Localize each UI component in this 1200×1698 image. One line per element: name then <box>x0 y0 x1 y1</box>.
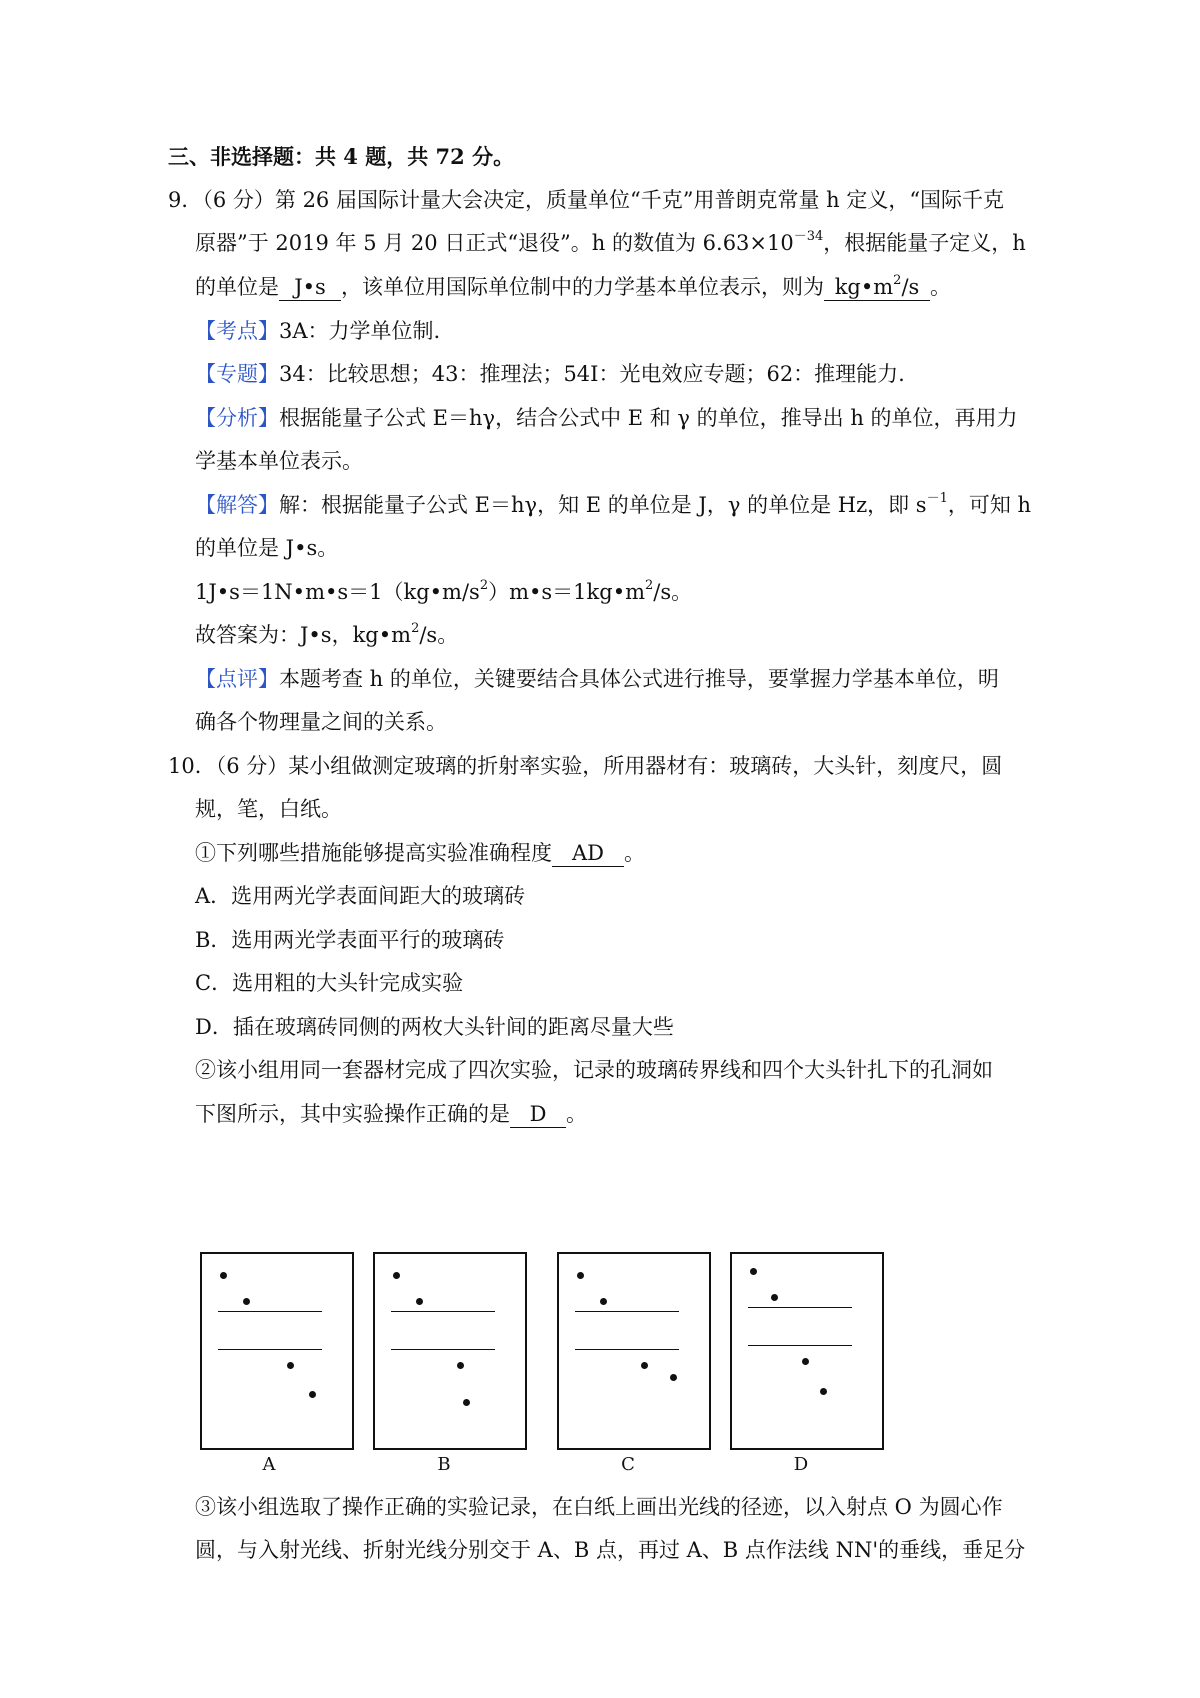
q9-answer <box>195 620 458 650</box>
figure-d-label: D <box>793 1454 809 1475</box>
option-a: A．选用两光学表面间距大的玻璃砖 <box>195 884 526 908</box>
jieda-tag: 【解答】 <box>195 493 279 517</box>
q10-part-3-line-1: ③该小组选取了操作正确的实验记录，在白纸上画出光线的径迹，以入射点 O 为圆心作 <box>195 1495 1003 1519</box>
glass-boundary-top <box>391 1311 495 1312</box>
pin-hole <box>243 1298 250 1305</box>
part-2-tail: 。 <box>566 1102 587 1126</box>
pin-hole <box>750 1268 757 1275</box>
fenxi-text-1: 根据能量子公式 E＝hγ，结合公式中 E 和 γ 的单位，推导出 h 的单位，再用力 <box>279 406 1018 430</box>
option-b: B．选用两光学表面平行的玻璃砖 <box>195 928 505 952</box>
kaodian-text: 3A：力学单位制. <box>279 319 441 343</box>
q9-line-1: 9．（6 分）第 26 届国际计量大会决定，质量单位“千克”用普朗克常量 h 定义，“国际千克 <box>168 188 1005 212</box>
dianping-tag: 【点评】 <box>195 667 279 691</box>
pin-hole <box>641 1362 648 1369</box>
answer-exp: 2 <box>411 621 420 636</box>
glass-boundary-top <box>218 1311 322 1312</box>
q10-line-2: 规，笔，白纸。 <box>195 797 342 821</box>
q10-line-1: 10．（6 分）某小组做测定玻璃的折射率实验，所用器材有：玻璃砖，大头针，刻度尺，圆 <box>168 754 1003 778</box>
option-d: D．插在玻璃砖同侧的两枚大头针间的距离尽量大些 <box>195 1015 674 1039</box>
part-2-text: 下图所示，其中实验操作正确的是 <box>195 1102 510 1126</box>
glass-boundary-top <box>748 1307 852 1308</box>
answer-part-b: /s。 <box>419 623 459 647</box>
part-1-tail: 。 <box>624 841 645 865</box>
part-2-answer-blank: D <box>510 1101 566 1128</box>
q9-blank-2-base: kg•m <box>834 275 894 299</box>
q10-part-2-line-2 <box>195 1099 587 1129</box>
q9-blank-2-tail: /s <box>901 275 920 299</box>
glass-boundary-bottom <box>218 1349 322 1350</box>
pin-hole <box>393 1272 400 1279</box>
equation-exp-1: 2 <box>479 578 489 593</box>
figure-a-panel <box>200 1252 354 1450</box>
jieda-text-1-tail: ，可知 h <box>947 493 1032 517</box>
glass-boundary-bottom <box>391 1349 495 1350</box>
pin-hole <box>457 1362 464 1369</box>
pin-hole <box>463 1399 470 1406</box>
pin-hole <box>309 1391 316 1398</box>
figure-c-label: C <box>621 1454 635 1475</box>
q9-equation <box>195 577 692 607</box>
figure-c-panel <box>557 1252 711 1450</box>
pin-hole <box>670 1374 677 1381</box>
glass-boundary-bottom <box>748 1345 852 1346</box>
glass-boundary-bottom <box>575 1349 679 1350</box>
q10-part-3-line-2: 圆，与入射光线、折射光线分别交于 A、B 点，再过 A、B 点作法线 NN'的垂线，垂足分 <box>195 1538 1026 1562</box>
pin-hole <box>577 1272 584 1279</box>
option-c: C．选用粗的大头针完成实验 <box>195 971 464 995</box>
pin-hole <box>820 1388 827 1395</box>
zhuanti-tag: 【专题】 <box>195 362 279 386</box>
pin-hole <box>802 1358 809 1365</box>
pin-hole <box>600 1298 607 1305</box>
q9-line-3-text-b: ，该单位用国际单位制中的力学基本单位表示，则为 <box>341 275 824 299</box>
part-1-answer-blank: AD <box>552 840 624 867</box>
dianping-text-1: 本题考查 h 的单位，关键要结合具体公式进行推导，要掌握力学基本单位，明 <box>279 667 999 691</box>
glass-boundary-top <box>575 1311 679 1312</box>
q9-exponent: －34 <box>793 229 824 244</box>
jieda-text-1: 解：根据能量子公式 E＝hγ，知 E 的单位是 J，γ 的单位是 Hz，即 s <box>279 493 927 517</box>
q9-line-3-text-a: 的单位是 <box>195 275 279 299</box>
kaodian-tag: 【考点】 <box>195 319 279 343</box>
q9-zhuanti <box>195 359 905 389</box>
figure-d-panel <box>730 1252 884 1450</box>
q9-line-3 <box>195 272 951 302</box>
figure-b-label: B <box>437 1454 451 1475</box>
fenxi-tag: 【分析】 <box>195 406 279 430</box>
equation-exp-2: 2 <box>645 578 654 593</box>
q9-jieda <box>195 490 1031 520</box>
pin-hole <box>287 1362 294 1369</box>
pin-hole <box>220 1272 227 1279</box>
q9-line-2 <box>195 228 1026 258</box>
q9-jieda-2: 的单位是 J•s。 <box>195 536 339 560</box>
figure-a-label: A <box>262 1454 276 1475</box>
figure-b-panel <box>373 1252 527 1450</box>
q9-line-2-tail: ，根据能量子定义，h <box>823 231 1026 255</box>
q10-part-1 <box>195 838 645 868</box>
equation-part-a: 1J•s＝1N•m•s＝1（kg•m/s <box>195 580 480 604</box>
q9-fenxi <box>195 403 1018 433</box>
answer-part-a: 故答案为：J•s，kg•m <box>195 623 412 647</box>
pin-hole <box>416 1298 423 1305</box>
equation-part-b: ）m•s＝1kg•m <box>488 580 646 604</box>
jieda-exponent: －1 <box>926 491 948 506</box>
equation-part-c: /s。 <box>653 580 693 604</box>
zhuanti-text: 34：比较思想；43：推理法；54I：光电效应专题；62：推理能力. <box>279 362 905 386</box>
q9-kaodian <box>195 316 440 346</box>
part-1-text: ①下列哪些措施能够提高实验准确程度 <box>195 841 552 865</box>
q9-line-2-text: 原器”于 2019 年 5 月 20 日正式“退役”。h 的数值为 6.63×10 <box>195 231 794 255</box>
q9-dianping <box>195 664 999 694</box>
q9-dianping-2: 确各个物理量之间的关系。 <box>195 710 447 734</box>
q10-part-2-line-1: ②该小组用同一套器材完成了四次实验，记录的玻璃砖界线和四个大头针扎下的孔洞如 <box>195 1058 993 1082</box>
section-title: 三、非选择题：共 4 题，共 72 分。 <box>168 144 515 169</box>
pin-hole <box>771 1294 778 1301</box>
q9-answer-blank-1: J•s <box>279 274 341 301</box>
q9-fenxi-2: 学基本单位表示。 <box>195 449 363 473</box>
q9-blank-2-exp: 2 <box>893 273 902 288</box>
q9-answer-blank-2 <box>824 274 930 301</box>
q9-line-3-text-c: 。 <box>930 275 951 299</box>
